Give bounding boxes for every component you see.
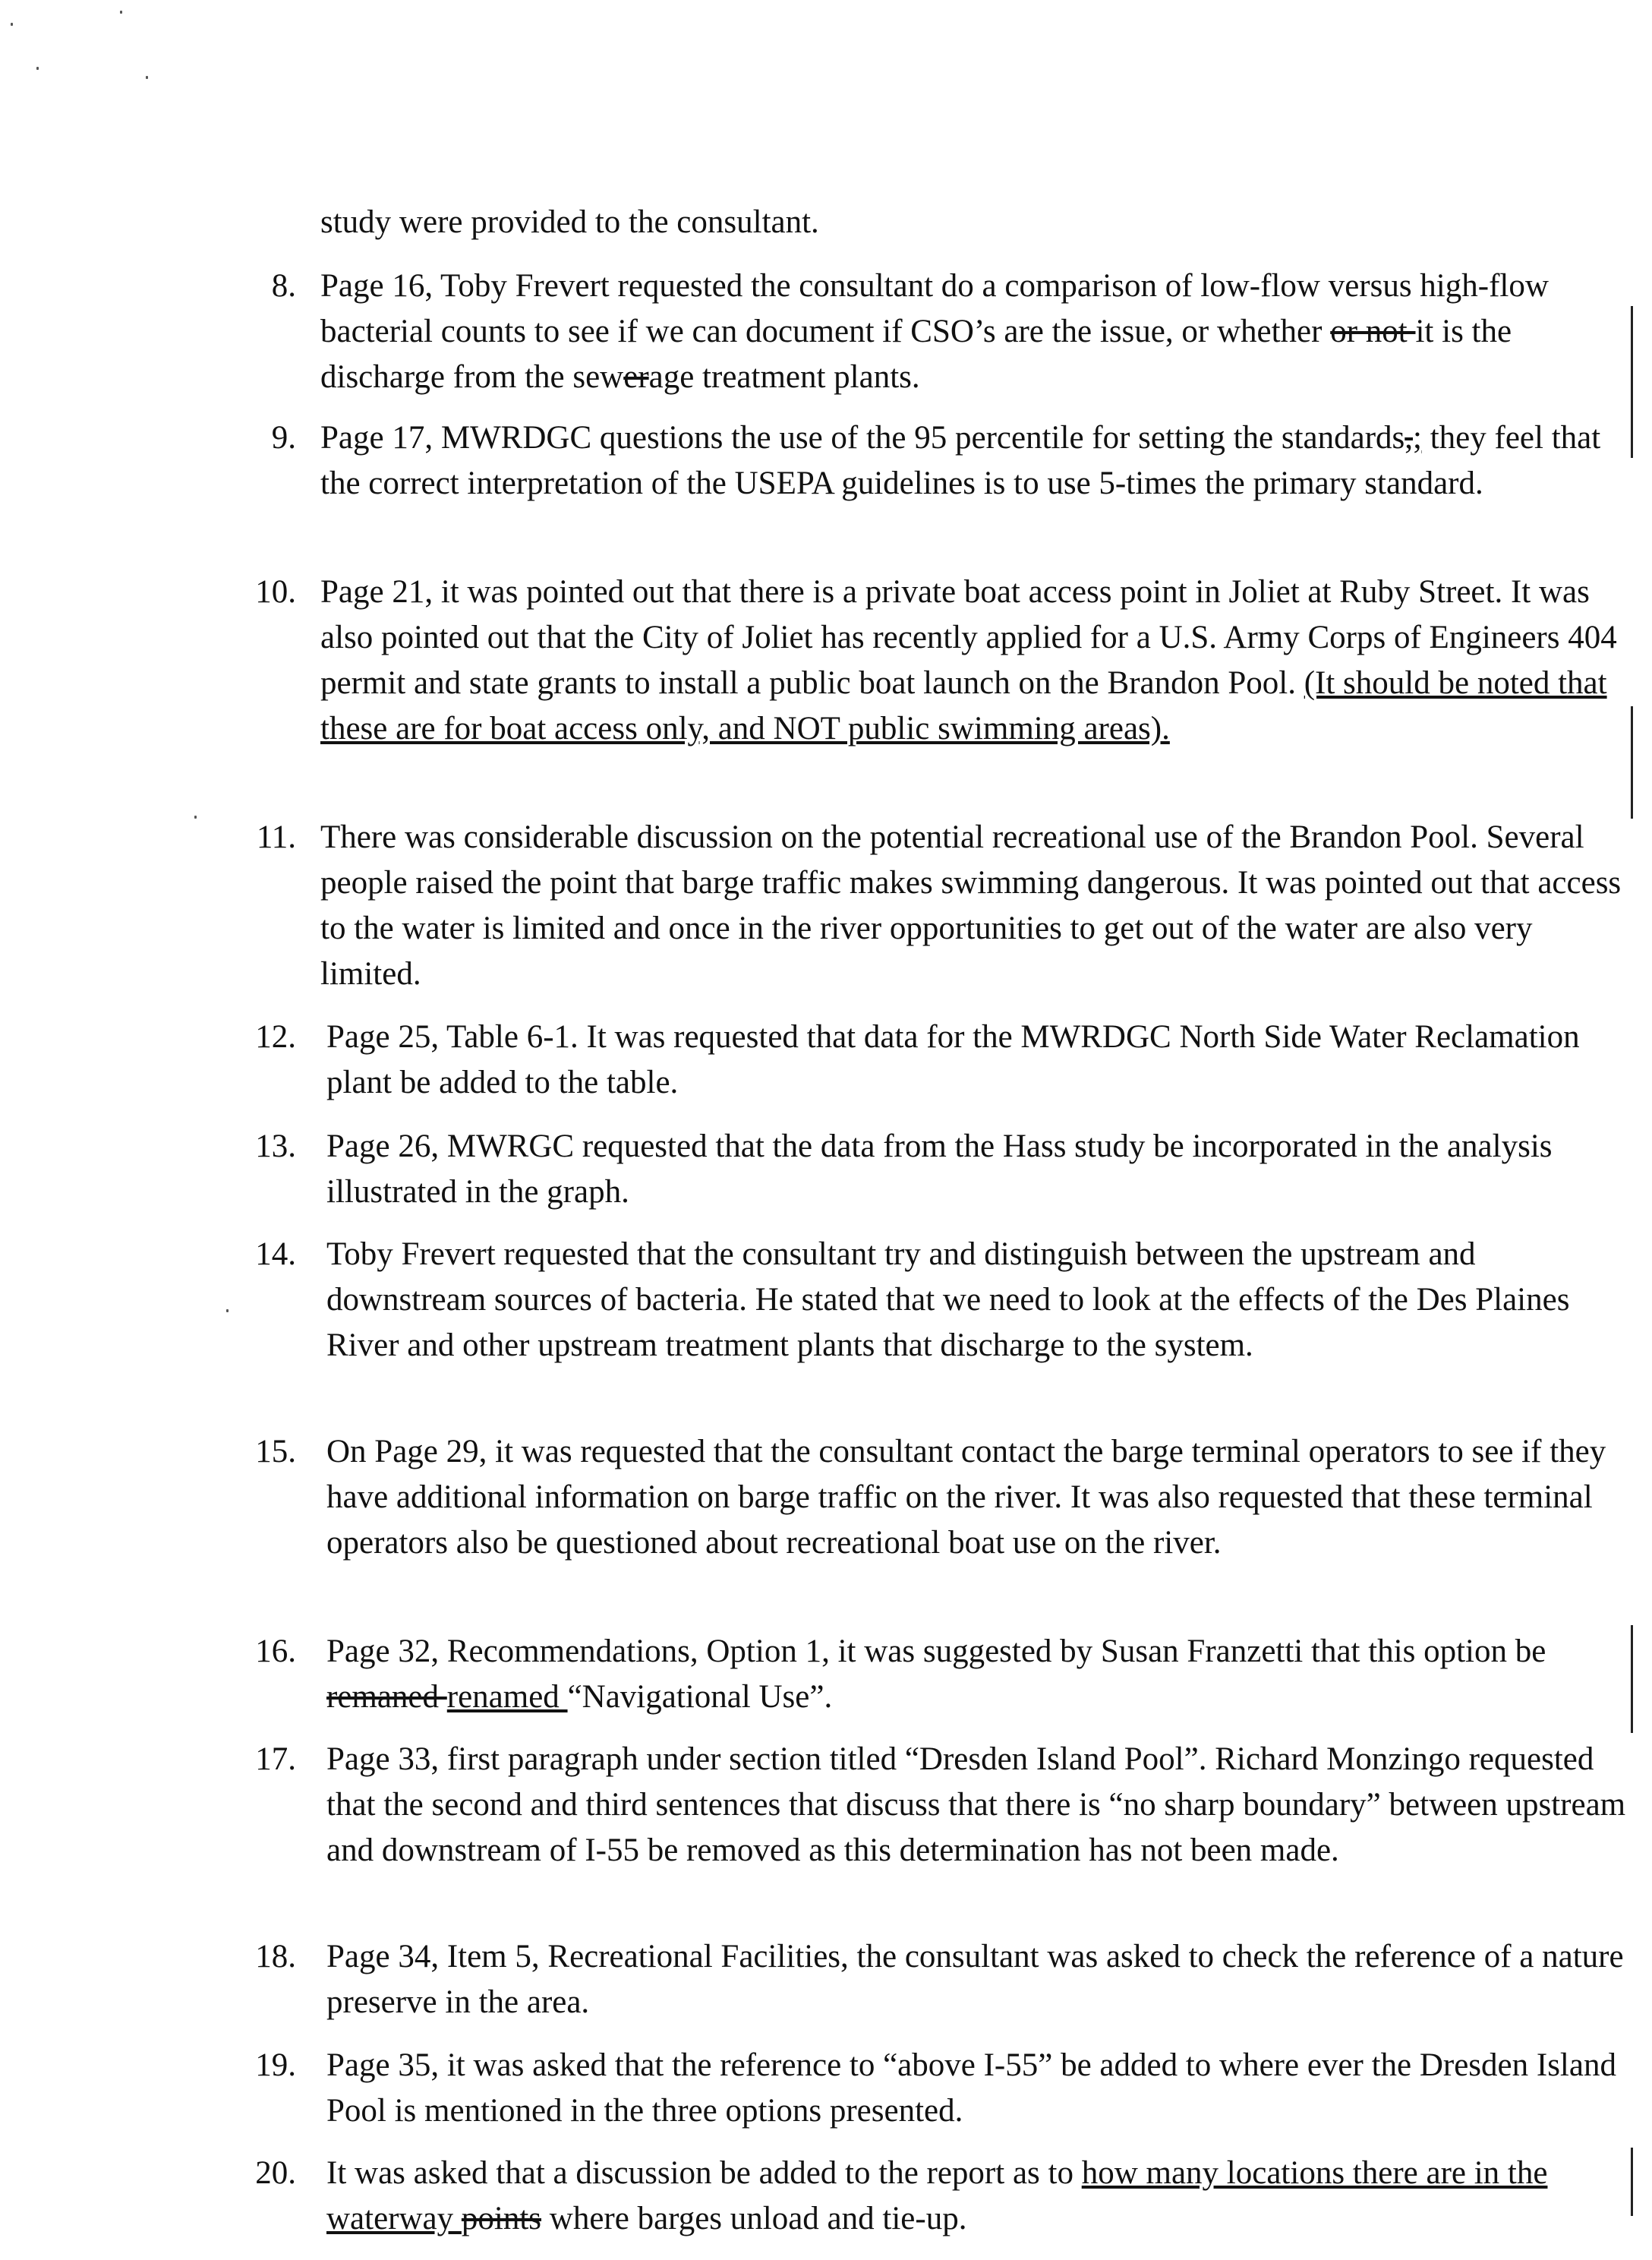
item-text-segment: age treatment plants. xyxy=(648,359,920,395)
item-number: 18. xyxy=(255,1939,296,1974)
scan-speck xyxy=(11,23,13,26)
item-text-segment: “Navigational Use”. xyxy=(567,1679,833,1715)
continuation-line: study were provided to the consultant. xyxy=(320,204,819,240)
inserted-text: ; xyxy=(1413,420,1422,456)
item-number: 9. xyxy=(271,420,296,456)
item-text xyxy=(320,415,1626,507)
item-text xyxy=(326,1232,1632,1368)
item-number: 11. xyxy=(256,819,296,855)
deleted-text: remaned xyxy=(326,1679,447,1715)
item-number: 14. xyxy=(255,1236,296,1272)
item-text xyxy=(326,2043,1632,2134)
item-number: 19. xyxy=(255,2047,296,2083)
item-text xyxy=(326,1015,1632,1106)
scan-speck xyxy=(146,76,148,79)
item-text xyxy=(320,815,1626,997)
deleted-text: er xyxy=(623,359,649,395)
item-text-segment: Page 32, Recommendations, Option 1, it was suggested by Susan Franzetti that this option be xyxy=(326,1633,1546,1669)
deleted-text: , xyxy=(1405,420,1414,456)
inserted-text: , xyxy=(1165,314,1174,349)
item-text-segment: Page 33, first paragraph under section titled “Dresden Island Pool”. Richard Monzingo requested that the second and third sentences that discuss that there is “no sharp boundary” between upstream and downstream of I-55 be removed as this determination has not been made. xyxy=(326,1741,1626,1868)
item-text xyxy=(326,1934,1632,2025)
revision-change-bar xyxy=(1631,306,1633,458)
deleted-text: points xyxy=(461,2201,542,2236)
item-number: 8. xyxy=(271,268,296,304)
item-text-segment: it is the discharge from the sew xyxy=(320,314,1512,395)
item-number: 10. xyxy=(255,574,296,610)
item-text xyxy=(326,1737,1632,1873)
item-text-segment: It was asked that a discussion be added to the report as to xyxy=(326,2155,1082,2191)
item-number: 17. xyxy=(255,1741,296,1777)
item-text-segment: where barges unload and tie-up. xyxy=(541,2201,967,2236)
item-text-segment: or whether xyxy=(1173,314,1331,349)
item-text-segment: Page 17, MWRDGC questions the use of the 95 percentile for setting the standards xyxy=(320,420,1405,456)
item-number: 16. xyxy=(255,1633,296,1669)
item-text xyxy=(320,570,1626,752)
inserted-text: renamed xyxy=(446,1679,568,1715)
scan-speck xyxy=(226,1309,229,1312)
item-number: 20. xyxy=(255,2155,296,2191)
item-number: 15. xyxy=(255,1434,296,1469)
item-text-segment: Page 16, Toby Frevert requested the consultant do a comparison of low-flow versus high-flow bacterial counts to see if we can document if CSO’s are the issue xyxy=(320,268,1549,349)
item-text xyxy=(326,2151,1632,2242)
inserted-text: how many locations there are in the waterway xyxy=(326,2155,1548,2236)
scan-speck xyxy=(120,11,122,14)
scan-speck xyxy=(194,816,197,819)
item-text xyxy=(326,1629,1632,1720)
item-text-segment: Page 25, Table 6-1. It was requested that data for the MWRDGC North Side Water Reclamation plant be added to the table. xyxy=(326,1019,1580,1100)
scan-speck xyxy=(36,67,39,70)
item-text-segment: Page 35, it was asked that the reference to “above I-55” be added to where ever the Dresden Island Pool is mentioned in the three options presented. xyxy=(326,2047,1616,2129)
item-text-segment: On Page 29, it was requested that the consultant contact the barge terminal operators to see if they have additional information on barge traffic on the river. It was also requested that these terminal operators also be questioned about recreational boat use on the river. xyxy=(326,1434,1606,1561)
item-text xyxy=(320,264,1626,400)
item-text-segment: There was considerable discussion on the potential recreational use of the Brandon Pool. Several people raised the point that barge traffic makes swimming dangerous. It was pointed out that access to the water is limited and once in the river opportunities to get out of the water are also very limited. xyxy=(320,819,1622,992)
item-text xyxy=(326,1429,1632,1566)
revision-change-bar xyxy=(1631,706,1633,819)
item-number: 13. xyxy=(255,1128,296,1164)
inserted-text: (It should be noted that these are for boat access only, and NOT public swimming areas). xyxy=(320,665,1607,746)
item-text-segment: Page 34, Item 5, Recreational Facilities, the consultant was asked to check the reference of a nature preserve in the area. xyxy=(326,1939,1624,2020)
item-text xyxy=(326,1124,1632,1215)
item-text-segment: Toby Frevert requested that the consultant try and distinguish between the upstream and downstream sources of bacteria. He stated that we need to look at the effects of the Des Plaines River and other upstream treatment plants that discharge to the system. xyxy=(326,1236,1570,1363)
deleted-text: or not xyxy=(1330,314,1416,349)
item-text-segment: Page 26, MWRGC requested that the data from the Hass study be incorporated in the analysis illustrated in the graph. xyxy=(326,1128,1553,1210)
item-number: 12. xyxy=(255,1019,296,1055)
item-text-segment: they feel that the correct interpretation of the USEPA guidelines is to use 5-times the primary standard. xyxy=(320,420,1601,501)
item-text-segment: Page 21, it was pointed out that there is a private boat access point in Joliet at Ruby Street. It was also pointed out that the City of Joliet has recently applied for a U.S. Army Corps of Engineers 404 permit and state grants to install a public boat launch on the Brandon Pool. xyxy=(320,574,1617,701)
